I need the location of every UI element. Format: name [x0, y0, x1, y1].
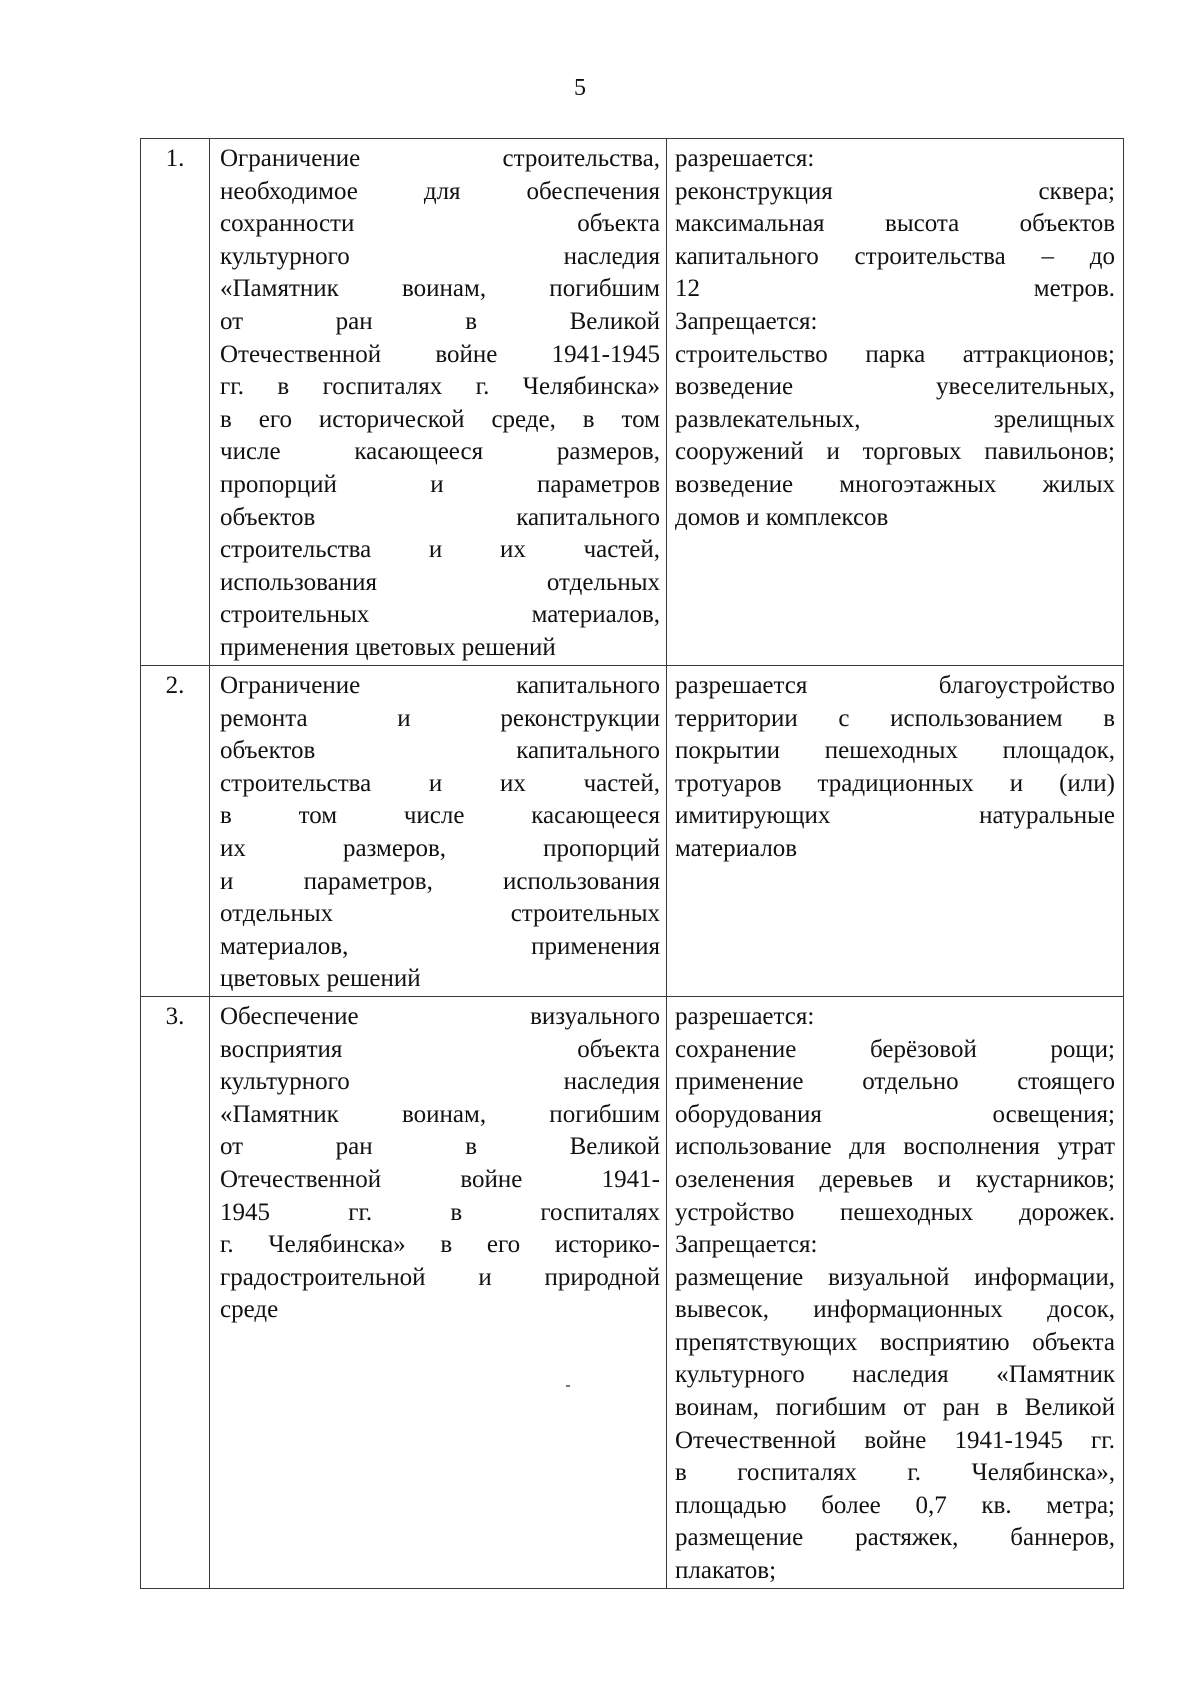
- restriction-cell: [210, 996, 667, 1588]
- text-line: территории с использованием в: [675, 704, 1115, 732]
- text-line: разрешается:: [675, 1002, 815, 1030]
- text-line: Запрещается:: [675, 307, 818, 335]
- rules-cell: [667, 666, 1124, 997]
- text-line: устройство пешеходных дорожек.: [675, 1198, 1115, 1226]
- regulations-table: [140, 138, 1124, 1589]
- text-line: культурного наследия: [220, 1068, 660, 1096]
- text-line: Отечественной войне 1941-: [220, 1165, 660, 1193]
- page-number: 5: [574, 75, 586, 101]
- text-line: строительства и их частей,: [220, 536, 660, 564]
- text-line: оборудования освещения;: [675, 1100, 1115, 1128]
- text-line: сохранности объекта: [220, 210, 660, 238]
- text-line: Отечественной войне 1941-1945: [220, 340, 660, 368]
- text-line: тротуаров традиционных и (или): [675, 769, 1115, 797]
- text-line: «Памятник воинам, погибшим: [220, 275, 660, 303]
- text-line: строительства и их частей,: [220, 769, 660, 797]
- rules-cell: [667, 139, 1124, 666]
- text-line: Ограничение строительства,: [220, 145, 660, 172]
- text-line: Обеспечение визуального: [220, 1002, 660, 1030]
- text-line: г. Челябинска» в его историко-: [220, 1231, 660, 1259]
- rules-cell: [667, 996, 1124, 1588]
- text-line: восприятия объекта: [220, 1035, 660, 1063]
- text-line: площадью более 0,7 кв. метра;: [675, 1491, 1115, 1519]
- text-line: от ран в Великой: [220, 307, 660, 335]
- text-line: числе касающееся размеров,: [220, 438, 660, 466]
- text-line: «Памятник воинам, погибшим: [220, 1100, 660, 1128]
- text-line: цветовых решений: [220, 965, 421, 993]
- text-line: применение отдельно стоящего: [675, 1068, 1115, 1096]
- text-line: и параметров, использования: [220, 867, 660, 895]
- text-line: градостроительной и природной: [220, 1263, 660, 1291]
- text-line: Отечественной войне 1941-1945 гг.: [675, 1426, 1115, 1454]
- text-line: гг. в госпиталях г. Челябинска»: [220, 373, 660, 401]
- text-line: использования отдельных: [220, 568, 660, 596]
- text-line: их размеров, пропорций: [220, 834, 660, 862]
- table-row: [141, 996, 1124, 1588]
- text-line: объектов капитального: [220, 737, 660, 765]
- text-line: имитирующих натуральные: [675, 802, 1115, 830]
- text-line: ремонта и реконструкции: [220, 704, 660, 732]
- text-line: вывесок, информационных досок,: [675, 1296, 1115, 1324]
- text-line: Запрещается:: [675, 1231, 818, 1259]
- text-line: строительство парка аттракционов;: [675, 340, 1115, 368]
- text-line: воинам, погибшим от ран в Великой: [675, 1394, 1115, 1422]
- text-line: 1945 гг. в госпиталях: [220, 1198, 660, 1226]
- text-line: в госпиталях г. Челябинска»,: [675, 1459, 1115, 1487]
- text-line: пропорций и параметров: [220, 470, 660, 498]
- text-line: от ран в Великой: [220, 1133, 660, 1161]
- restriction-cell: [210, 139, 667, 666]
- scan-speck: [566, 1385, 570, 1387]
- text-line: разрешается:: [675, 145, 815, 172]
- text-line: применения цветовых решений: [220, 633, 556, 661]
- text-line: препятствующих восприятию объекта: [675, 1328, 1115, 1356]
- text-line: сооружений и торговых павильонов;: [675, 438, 1115, 466]
- table-row: [141, 666, 1124, 997]
- text-line: культурного наследия «Памятник: [675, 1361, 1115, 1389]
- row-number: 1.: [141, 139, 210, 666]
- text-line: возведение увеселительных,: [675, 373, 1115, 401]
- text-line: капитального строительства – до: [675, 242, 1115, 270]
- text-line: материалов: [675, 834, 798, 862]
- text-line: необходимое для обеспечения: [220, 177, 660, 205]
- text-line: домов и комплексов: [675, 503, 889, 531]
- text-line: сохранение берёзовой рощи;: [675, 1035, 1115, 1063]
- text-line: покрытии пешеходных площадок,: [675, 737, 1115, 765]
- text-line: материалов, применения: [220, 932, 660, 960]
- text-line: реконструкция сквера;: [675, 177, 1115, 205]
- text-line: использование для восполнения утрат: [675, 1133, 1115, 1161]
- text-line: объектов капитального: [220, 503, 660, 531]
- text-line: строительных материалов,: [220, 601, 660, 629]
- text-line: среде: [220, 1296, 279, 1324]
- text-line: Ограничение капитального: [220, 672, 660, 699]
- text-line: развлекательных, зрелищных: [675, 405, 1115, 433]
- restriction-cell: [210, 666, 667, 997]
- text-line: в том числе касающееся: [220, 802, 660, 830]
- row-number: 2.: [141, 666, 210, 997]
- table-row: [141, 139, 1124, 666]
- text-line: размещение визуальной информации,: [675, 1263, 1115, 1291]
- text-line: размещение растяжек, баннеров,: [675, 1524, 1115, 1552]
- text-line: в его исторической среде, в том: [220, 405, 660, 433]
- text-line: разрешается благоустройство: [675, 672, 1115, 699]
- text-line: 12 метров.: [675, 275, 1115, 303]
- text-line: максимальная высота объектов: [675, 210, 1115, 238]
- text-line: культурного наследия: [220, 242, 660, 270]
- text-line: плакатов;: [675, 1557, 777, 1585]
- text-line: озеленения деревьев и кустарников;: [675, 1165, 1115, 1193]
- text-line: возведение многоэтажных жилых: [675, 470, 1115, 498]
- row-number: 3.: [141, 996, 210, 1588]
- text-line: отдельных строительных: [220, 900, 660, 928]
